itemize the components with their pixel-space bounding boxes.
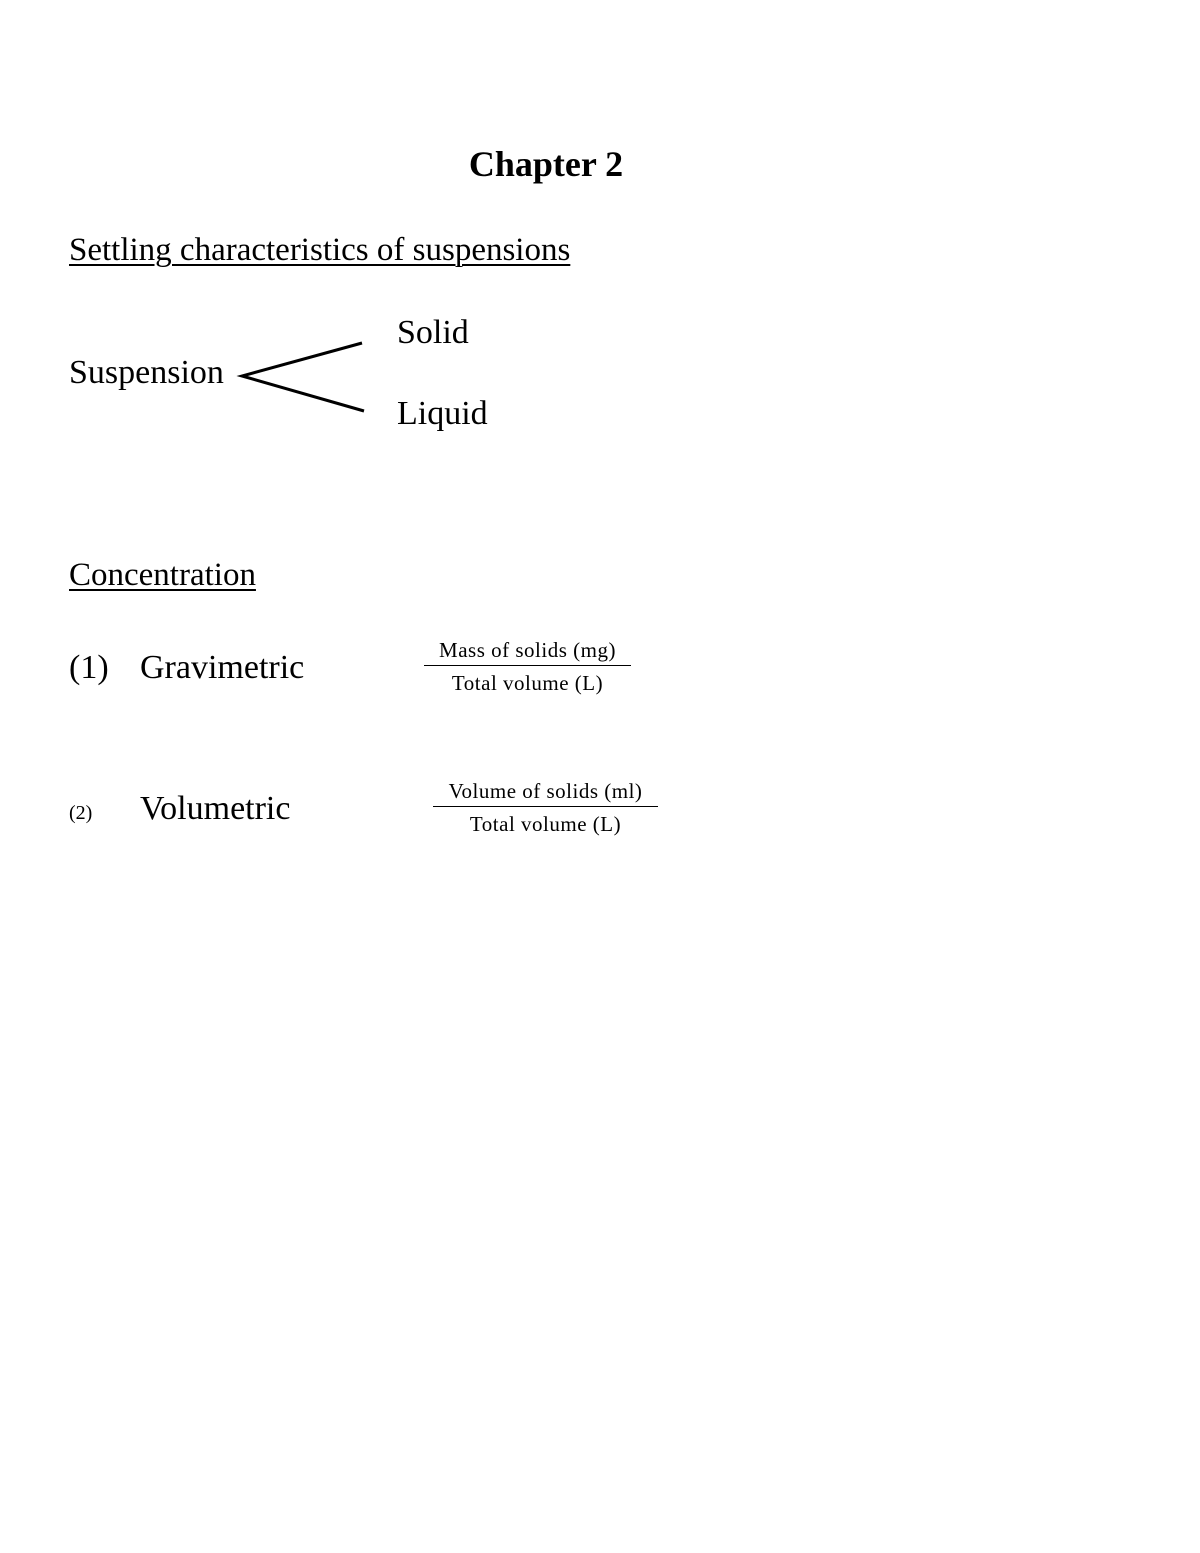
item-label-volumetric: Volumetric — [140, 790, 291, 827]
section-heading-settling: Settling characteristics of suspensions — [69, 232, 571, 268]
fraction-numerator: Volume of solids (ml) — [433, 781, 658, 807]
page-title: Chapter 2 — [468, 144, 624, 184]
branch-line-shape — [242, 343, 364, 411]
fraction-denominator: Total volume (L) — [451, 671, 604, 695]
item-number-gravimetric: (1) — [69, 649, 109, 686]
fraction-volumetric — [433, 781, 658, 835]
fraction-denominator: Total volume (L) — [469, 812, 622, 836]
diagram-branch-liquid: Liquid — [397, 395, 488, 432]
branch-lines — [236, 336, 368, 416]
item-number-volumetric: (2) — [69, 802, 93, 824]
section-heading-concentration: Concentration — [69, 557, 256, 593]
diagram-branch-solid: Solid — [397, 314, 469, 351]
fraction-numerator: Mass of solids (mg) — [424, 640, 631, 666]
diagram-root-suspension: Suspension — [69, 354, 224, 391]
fraction-gravimetric — [424, 640, 631, 694]
item-label-gravimetric: Gravimetric — [140, 649, 305, 686]
